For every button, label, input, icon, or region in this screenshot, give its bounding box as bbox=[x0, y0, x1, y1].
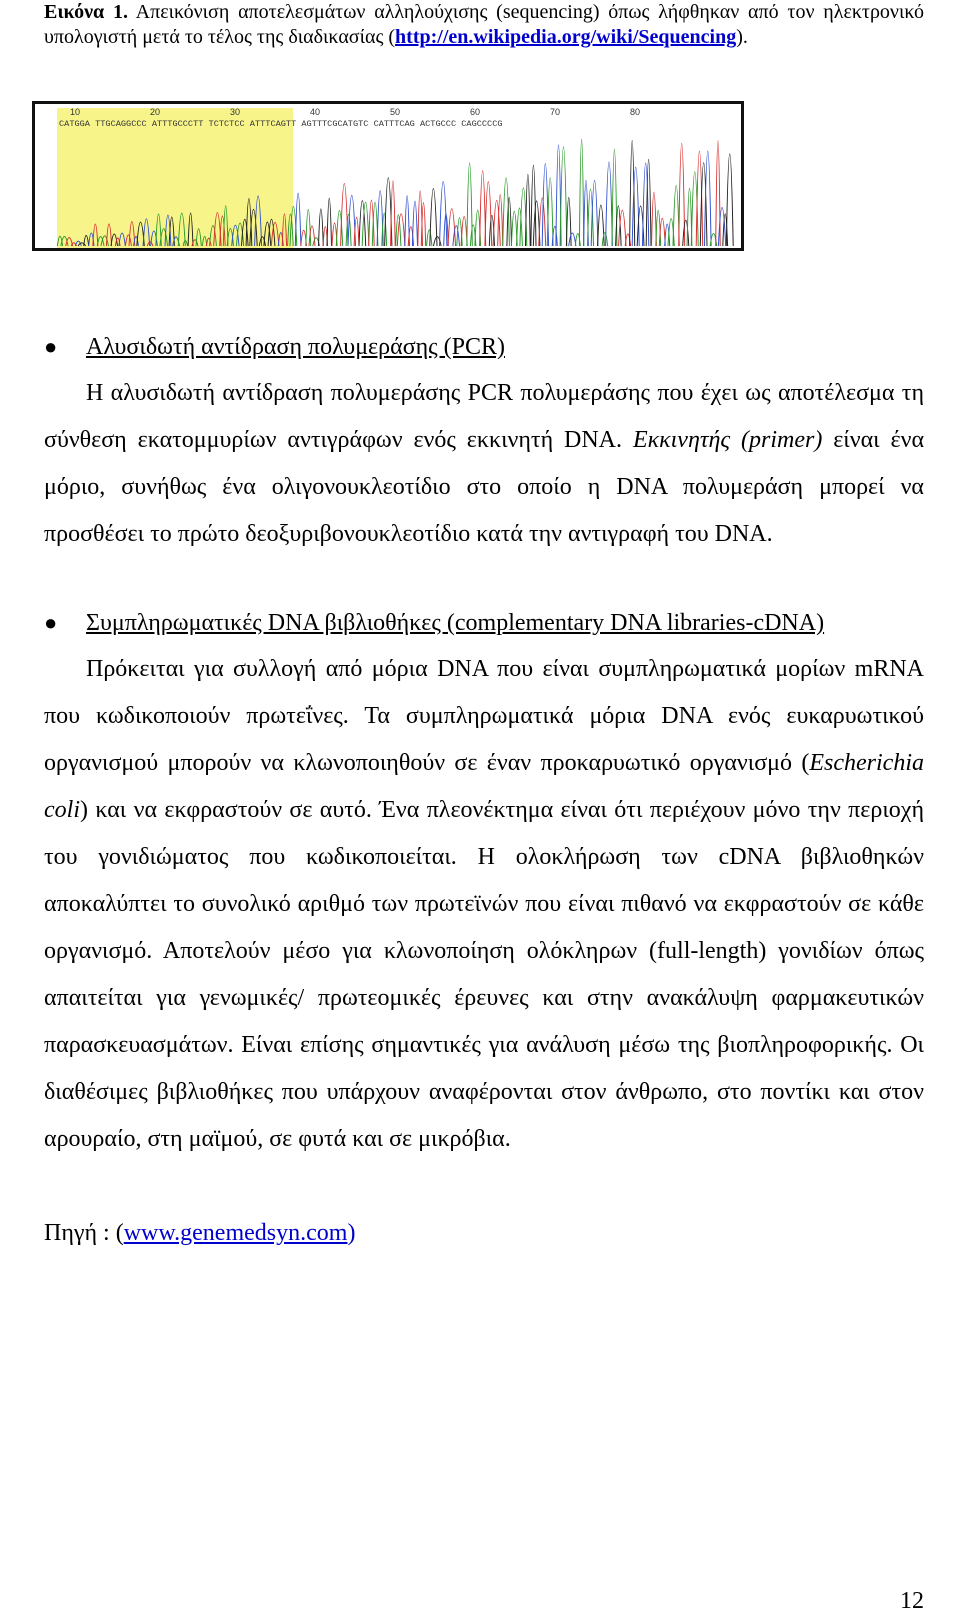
trace-peak bbox=[602, 233, 607, 246]
trace-peak bbox=[306, 210, 311, 247]
caption-tail: ). bbox=[736, 26, 748, 48]
section1-p2: είναι ένα μόριο, συνήθως ένα ολιγονουκλεοτίδιο στο οποίο η DNA πολυμεράση μπορεί να προσθέσει το πρώτο δεοξυριβονουκλεοτίδιο κατά την αντιγραφή του DNA. bbox=[44, 427, 925, 547]
trace-peak bbox=[421, 203, 425, 246]
tick-label: 10 bbox=[69, 107, 81, 117]
section2-heading: Συμπληρωματικές DNA βιβλιοθήκες (complementary DNA libraries-cDNA) bbox=[86, 610, 825, 636]
tick-label: 30 bbox=[229, 107, 241, 117]
sequencing-chromatogram bbox=[32, 101, 744, 251]
section2-paragraph bbox=[44, 646, 924, 1163]
page-number: 12 bbox=[900, 1588, 924, 1614]
trace-peak bbox=[453, 226, 460, 246]
section1-paragraph bbox=[44, 370, 924, 558]
section2-text-a: Πρόκειται για συλλογή από μόρια DNA που είναι συμπληρωματικά μορίων mRNA που κωδικοποιούν πρωτεΐνες. Τα συμπληρωματικά μόρια DNA ενός ευκαρυωτικού οργανισμού μπορούν να κλωνοποιηθούν σε έναν προκαρυωτικό οργανισμό ( bbox=[44, 656, 924, 776]
section1-p1: Η αλυσιδωτή αντίδραση πολυμεράσης PCR πολυμεράσης που έχει ως αποτέλεσμα τη σύνθεση εκατομμυρίων αντιγράφων ενός εκκινητή DNA. bbox=[44, 380, 924, 453]
bullet-icon: ● bbox=[44, 610, 58, 635]
trace-peak bbox=[579, 139, 583, 246]
base-sequence: CATGGA TTGCAGGCCC ATTTGCCCTT TCTCTCC ATTTCAGTT AGTTTCGCATGTC CATTTCAG ACTGCCC CAGCCCCG bbox=[59, 119, 503, 129]
source-label: Πηγή : ( bbox=[44, 1220, 124, 1246]
ecoli-term: Escherichia coli bbox=[44, 750, 924, 823]
quality-highlight bbox=[57, 108, 293, 248]
trace-peak bbox=[448, 209, 456, 246]
trace-peak bbox=[503, 178, 510, 246]
trace-peak bbox=[569, 233, 576, 246]
source-line bbox=[44, 1218, 355, 1248]
trace-peak bbox=[591, 180, 598, 246]
source-close: ) bbox=[347, 1220, 356, 1246]
tick-label: 40 bbox=[309, 107, 321, 117]
tick-label: 60 bbox=[469, 107, 481, 117]
section1-heading: Αλυσιδωτή αντίδραση πολυμεράσης (PCR) bbox=[86, 334, 506, 360]
figure-caption bbox=[44, 0, 924, 50]
trace-peak bbox=[319, 209, 324, 246]
trace-peak bbox=[427, 230, 432, 246]
trace-peak bbox=[606, 162, 613, 246]
section1-primer-term: Εκκινητής (primer) bbox=[632, 427, 823, 453]
caption-text: Απεικόνιση αποτελεσμάτων αλληλούχισης (sequencing) όπως λήφθηκαν από τον ηλεκτρονικό υπολογιστή μετά το τέλος της διαδικασίας ( bbox=[44, 1, 924, 48]
trace-peak bbox=[327, 198, 332, 246]
trace-peak bbox=[705, 151, 712, 246]
caption-label: Εικόνα 1. bbox=[44, 1, 128, 23]
tick-label: 70 bbox=[549, 107, 561, 117]
bullet-icon: ● bbox=[44, 334, 58, 359]
chromatogram-svg bbox=[35, 104, 741, 248]
tick-label: 20 bbox=[149, 107, 161, 117]
tick-label: 80 bbox=[629, 107, 641, 117]
tick-label: 50 bbox=[389, 107, 401, 117]
source-link[interactable]: www.genemedsyn.com bbox=[123, 1220, 348, 1246]
section2-text-b: ) και να εκφραστούν σε αυτό. Ένα πλεονέκτημα είναι ότι περιέχουν μόνο την περιοχή του γονιδιώματος που κωδικοποιείται. Η ολοκλήρωση των cDNA βιβλιοθηκών αποκαλύπτει το συνολικό αριθμό των πρωτεϊνών που είναι πιθανό να εκφραστούν σε κάθε οργανισμό. Αποτελούν μέσο για κλωνοποίηση ολόκληρων (full-length) γονιδίων όπως απαιτείται για γενωμικές/ πρωτεομικές έρευνες και στην ανακάλυψη φαρμακευτικών παρασκευασμάτων. Είναι επίσης σημαντικές για ανάλυση μέσω της βιοπληροφορικής. Οι διαθέσιμες βιβλιοθήκες που υπάρχουν αναφέρονται στον άνθρωπο, στο ποντίκι και στον αρουραίο, στη μαϊμού, σε φυτά και σε μικρόβια. bbox=[44, 797, 924, 1152]
caption-link[interactable]: http://en.wikipedia.org/wiki/Sequencing bbox=[395, 26, 737, 48]
